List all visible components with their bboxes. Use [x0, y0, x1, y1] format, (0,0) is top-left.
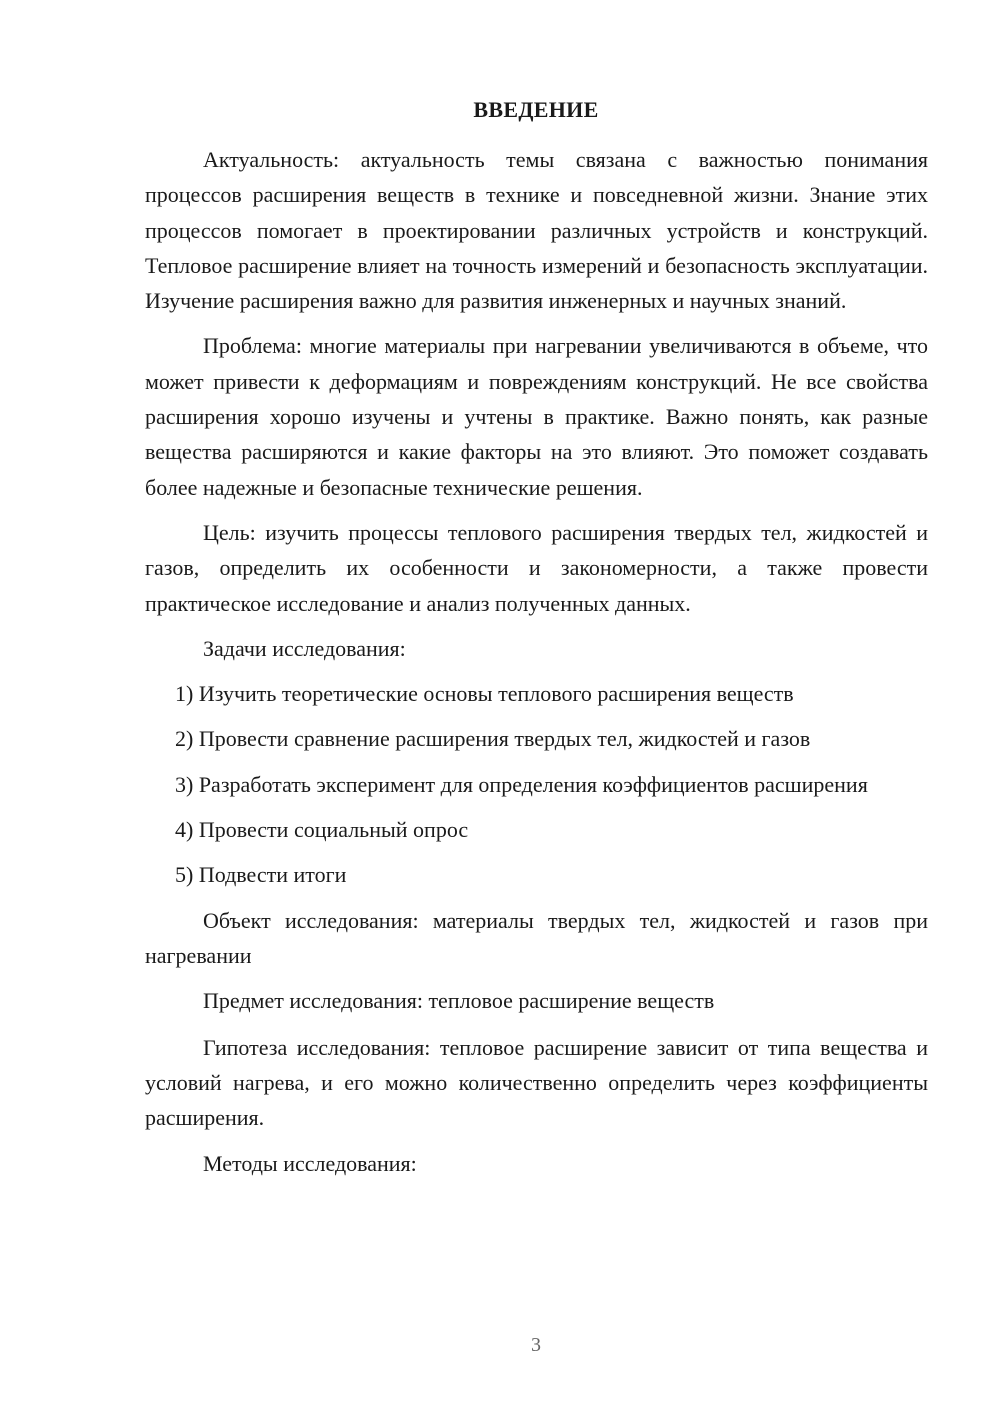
- section-heading: ВВЕДЕНИЕ: [473, 97, 599, 122]
- paragraph-hypothesis: Гипотеза исследования: тепловое расширение зависит от типа вещества и условий нагрева, и его можно количественно определить через коэффициенты расширения.: [145, 1034, 928, 1131]
- paragraph-relevance: Актуальность: актуальность темы связана с важностью понимания процессов расширения веществ в технике и повседневной жизни. Знание этих процессов помогает в проектировании различных устройств и конструкций. Тепловое расширение влияет на точность измерений и безопасность эксплуатации. Изучение расширения важно для развития инженерных и научных знаний.: [145, 147, 928, 314]
- page-number: 3: [531, 1334, 541, 1356]
- paragraph-object: Объект исследования: материалы твердых тел, жидкостей и газов при нагревании: [145, 907, 928, 968]
- task-item-3: 3) Разработать эксперимент для определения коэффициентов расширения: [175, 771, 868, 797]
- task-item-2: 2) Провести сравнение расширения твердых тел, жидкостей и газов: [175, 726, 811, 752]
- paragraph-methods: Методы исследования:: [203, 1151, 417, 1177]
- document-body: [145, 142, 928, 1182]
- paragraph-tasks-heading: Задачи исследования:: [203, 635, 406, 661]
- paragraph-subject: Предмет исследования: тепловое расширение веществ: [203, 988, 715, 1014]
- paragraph-problem: Проблема: многие материалы при нагревании увеличиваются в объеме, что может привести к деформациям и повреждениям конструкций. Не все свойства расширения хорошо изучены и учтены в практике. Важно понять, как разные вещества расширяются и какие факторы на это влияют. Это поможет создавать более надежные и безопасные технические решения.: [145, 333, 928, 500]
- task-item-5: 5) Подвести итоги: [175, 862, 347, 888]
- task-item-1: 1) Изучить теоретические основы теплового расширения веществ: [175, 681, 794, 707]
- task-item-4: 4) Провести социальный опрос: [175, 817, 469, 843]
- paragraph-goal: Цель: изучить процессы теплового расширения твердых тел, жидкостей и газов, определить их особенности и закономерности, а также провести практическое исследование и анализ полученных данных.: [145, 519, 928, 616]
